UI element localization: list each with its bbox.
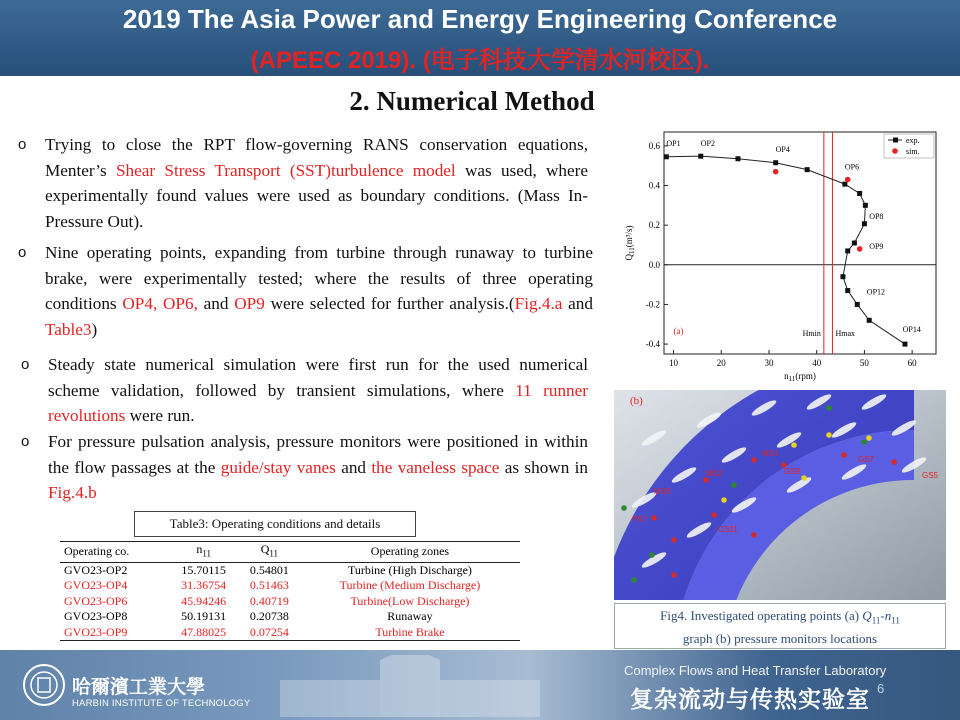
bullet-marker: o (21, 356, 30, 373)
lab-name-cn: 复杂流动与传热实验室 (630, 687, 870, 713)
data-point-exp (857, 191, 862, 196)
x-axis-label: $n_{11}(rpm)$ (784, 371, 816, 382)
data-point-exp (863, 203, 868, 208)
data-point-exp (664, 154, 669, 159)
legend-label-sim: sim. (906, 147, 920, 156)
point-label: OP4 (775, 144, 790, 154)
monitor-label: GS9 (784, 467, 801, 476)
panel-label-a: (a) (673, 326, 684, 336)
data-point-exp (805, 167, 810, 172)
monitor-point (649, 552, 655, 558)
y-tick-label: 0.0 (648, 259, 660, 270)
data-point-exp (902, 342, 907, 347)
table-row: GVO23-OP4 31.36754 0.51463 Turbine (Medium Discharge) (64, 578, 481, 593)
point-label: OP1 (666, 138, 681, 148)
col-header-operating: Operating co. (60, 542, 168, 563)
pressure-monitor-figure (614, 390, 946, 600)
col-header-zones: Operating zones (300, 542, 520, 563)
monitor-label: MS3 (654, 487, 671, 496)
bullet-marker: o (18, 136, 27, 153)
monitor-label: PS7 (632, 515, 648, 524)
hit-logo-icon (22, 663, 66, 707)
data-point-exp (852, 241, 857, 246)
monitor-point (671, 572, 677, 578)
data-point-exp (867, 318, 872, 323)
data-point-exp (773, 160, 778, 165)
data-point-exp (862, 221, 867, 226)
data-point-exp (845, 288, 850, 293)
campus-building-graphic (260, 655, 560, 717)
monitor-label: MS1 (762, 449, 779, 458)
university-name-en: HARBIN INSTITUTE OF TECHNOLOGY (72, 698, 251, 709)
point-label: OP9 (869, 241, 884, 251)
table-row: GVO23-OP2 15.70115 0.54801 Turbine (High Discharge) (64, 562, 472, 577)
data-point-sim (773, 169, 779, 175)
x-tick-label: 10 (669, 358, 679, 368)
head-line-label: Hmax (835, 329, 856, 338)
monitor-point (861, 439, 867, 445)
monitor-point (631, 577, 637, 583)
lab-name-en: Complex Flows and Heat Transfer Laboratory (624, 663, 887, 678)
monitor-point (841, 452, 847, 458)
monitor-point (791, 442, 797, 448)
monitor-label: GS7 (858, 455, 875, 464)
x-tick-label: 40 (812, 358, 822, 368)
data-point-exp (842, 182, 847, 187)
figure-caption: Fig4. Investigated operating points (a) $Q_{11}-n_{11}$ graph (b) pressure monitors locations (614, 603, 946, 649)
university-name-cn: 哈爾濱工業大學 (72, 676, 206, 698)
y-axis-label: $Q_{11}(m^3/s)$ (624, 225, 636, 261)
section-title: 2. Numerical Method (349, 86, 595, 116)
monitor-point (751, 532, 757, 538)
bullet-3: o Steady state numerical simulation were first run for the used numerical scheme validation, followed by transient simulations, where 11 runner revolutions were run. (48, 352, 588, 429)
monitor-point (731, 482, 737, 488)
y-tick-label: 0.4 (648, 180, 660, 191)
data-point-exp (735, 156, 740, 161)
col-header-q11: $Q_{11}$ (239, 542, 300, 563)
table-caption: Table3: Operating conditions and details (134, 511, 416, 537)
y-tick-label: -0.4 (645, 339, 660, 350)
monitor-label: GS5 (922, 471, 939, 480)
bullet-1: o Trying to close the RPT flow-governing RANS conservation equations, Menter’s Shear Stress Transport (SST)turbulence model was used, where experimentally found values were used as boundary conditions. (Mass In-Pressure Out). (45, 132, 588, 234)
monitor-point (711, 512, 717, 518)
monitor-point (671, 537, 677, 543)
table-row: GVO23-OP8 50.19131 0.20738 Runaway (64, 609, 433, 624)
point-label: OP14 (902, 325, 921, 335)
data-point-exp (840, 274, 845, 279)
monitor-point (801, 475, 807, 481)
monitor-point (826, 405, 832, 411)
point-label: OP6 (844, 162, 860, 172)
x-tick-label: 20 (716, 358, 726, 368)
monitor-point (721, 497, 727, 503)
table-row: GVO23-OP9 47.88025 0.07254 Turbine Brake (60, 625, 520, 641)
point-label: OP2 (700, 138, 715, 148)
table-row: GVO23-OP6 45.94246 0.40719 Turbine(Low Discharge) (64, 593, 470, 608)
data-point-exp (845, 248, 850, 253)
monitor-point (703, 477, 709, 483)
data-point-sim (845, 177, 851, 183)
point-label: OP8 (869, 212, 884, 222)
monitor-point (891, 459, 897, 465)
y-tick-label: 0.2 (648, 220, 660, 231)
conference-subtitle: (APEEC 2019). (电子科技大学清水河校区). (250, 47, 710, 74)
x-tick-label: 30 (764, 358, 774, 368)
conference-title: 2019 The Asia Power and Energy Engineering Conference (122, 4, 838, 34)
legend-label-exp: exp. (906, 136, 920, 145)
monitor-point (651, 515, 657, 521)
operating-conditions-table (60, 541, 520, 641)
data-point-exp (855, 302, 860, 307)
y-tick-label: 0.6 (648, 140, 660, 151)
bullet-marker: o (21, 433, 30, 450)
panel-label-b: (b) (630, 395, 643, 407)
page-number: 6 (877, 681, 885, 696)
head-line-label: Hmin (802, 329, 821, 338)
monitor-point (751, 457, 757, 463)
monitor-label: MS2 (706, 469, 723, 478)
header-banner (0, 0, 960, 76)
bullet-marker: o (18, 244, 27, 261)
col-header-n11: $n_{11}$ (168, 542, 238, 563)
data-point-sim (857, 246, 863, 252)
point-label: OP12 (866, 287, 886, 297)
bullet-2: o Nine operating points, expanding from turbine through runaway to turbine brake, were experimentally tested; where the results of three operating conditions OP4, OP6, and OP9 were selected for further analysis.(Fig.4.a and Table3) (45, 240, 593, 342)
monitor-point (621, 505, 627, 511)
monitor-label: GS11 (718, 525, 738, 534)
x-tick-label: 60 (907, 358, 917, 368)
legend-marker-sim (892, 148, 898, 154)
monitor-point (866, 435, 872, 441)
y-tick-label: -0.2 (645, 299, 660, 310)
legend-marker-exp (893, 138, 898, 143)
q11-n11-chart (614, 128, 946, 382)
x-tick-label: 50 (859, 358, 869, 368)
monitor-point (826, 432, 832, 438)
data-point-exp (698, 154, 703, 159)
bullet-4: o For pressure pulsation analysis, pressure monitors were positioned in within the flow passages at the guide/stay vanes and the vaneless space as shown in Fig.4.b (48, 429, 588, 506)
